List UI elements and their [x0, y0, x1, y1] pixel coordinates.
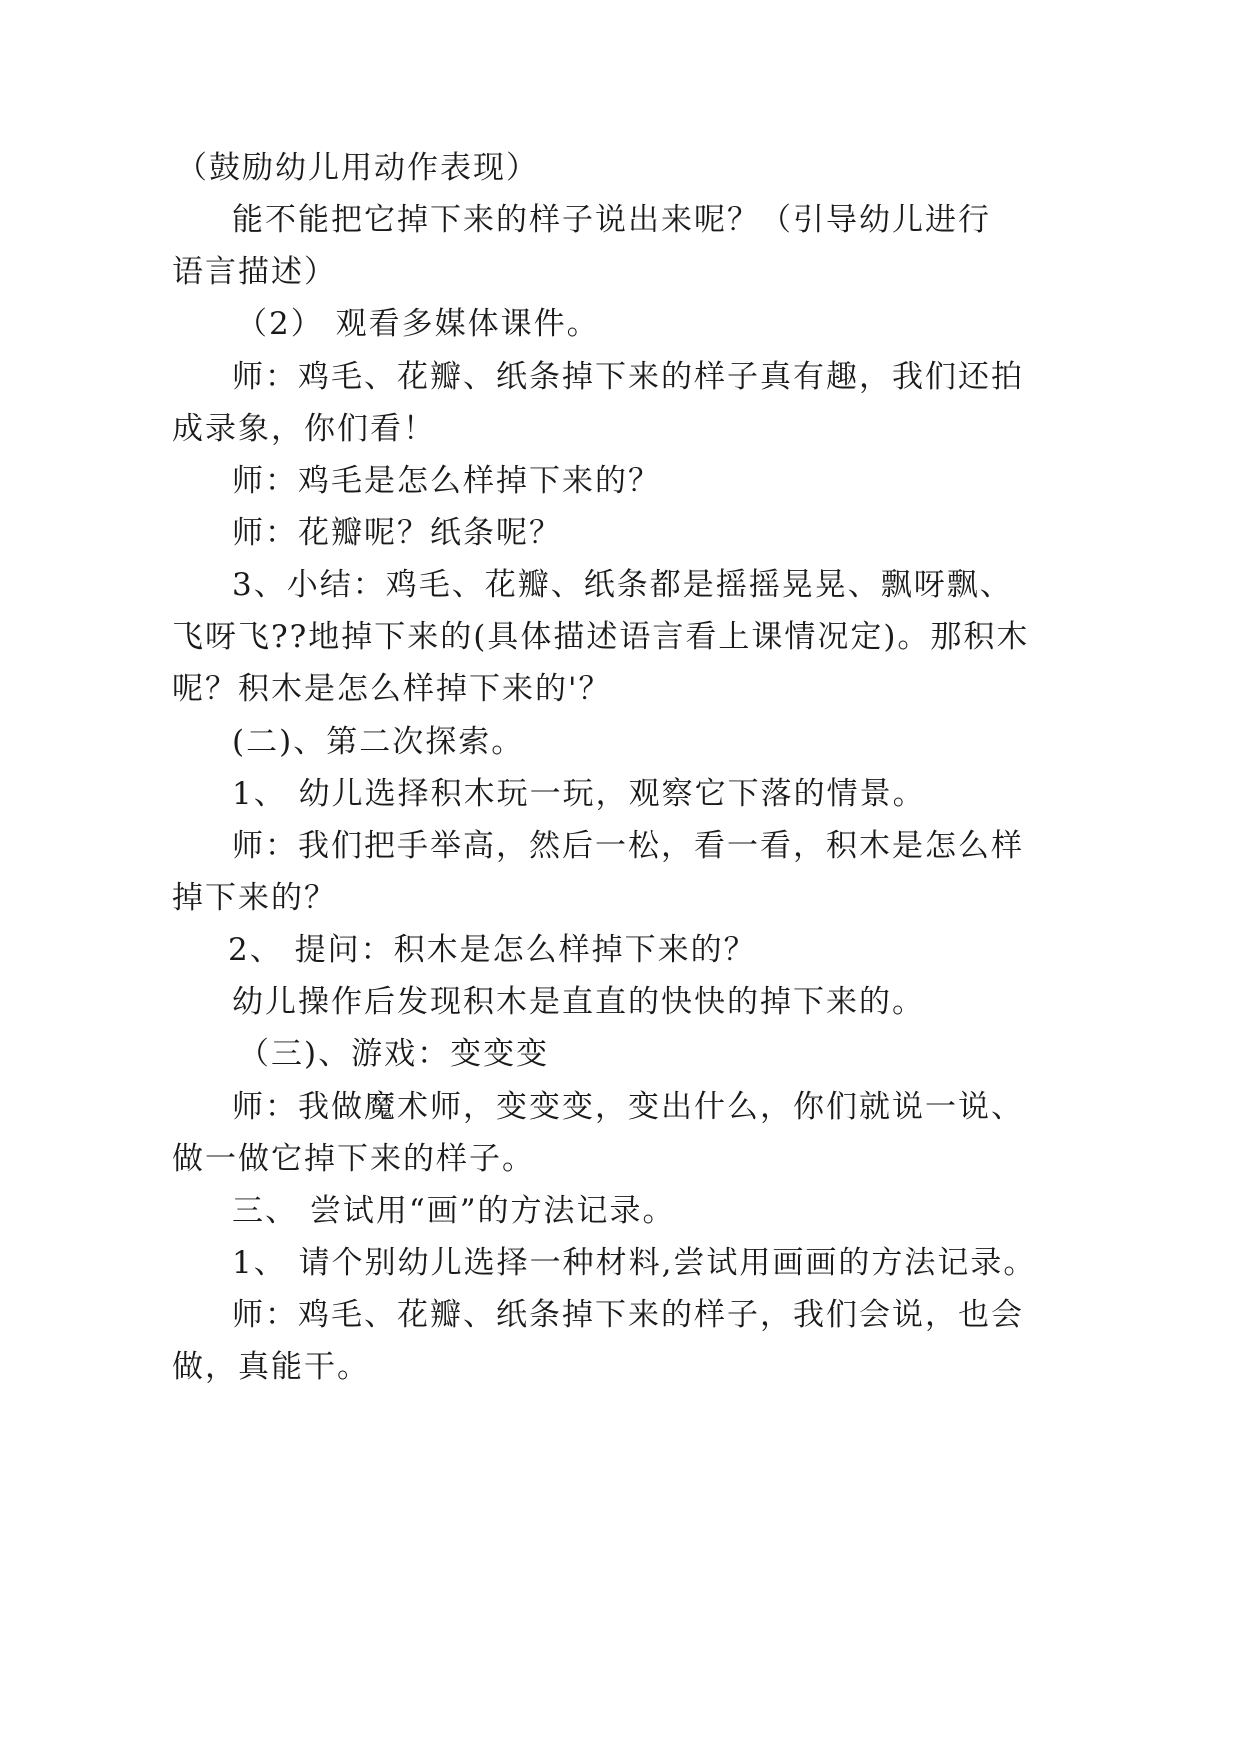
- text-line: 呢？积木是怎么样掉下来的'？: [172, 671, 612, 707]
- text-line: 幼儿操作后发现积木是直直的快快的掉下来的。: [232, 984, 925, 1020]
- text-line: 能不能把它掉下来的样子说出来呢？（引导幼儿进行: [232, 202, 991, 238]
- text-line: 飞呀飞??地掉下来的(具体描述语言看上课情况定)。那积木: [172, 619, 1030, 655]
- text-line: 1、 幼儿选择积木玩一玩，观察它下落的情景。: [232, 776, 926, 812]
- text-line: 3、小结：鸡毛、花瓣、纸条都是摇摇晃晃、飘呀飘、: [232, 567, 1013, 603]
- text-line: 做，真能干。: [172, 1349, 370, 1385]
- text-line: 师：我做魔术师，变变变，变出什么，你们就说一说、: [232, 1089, 1024, 1125]
- text-line: 掉下来的？: [172, 880, 337, 916]
- text-line: 师：鸡毛是怎么样掉下来的？: [232, 463, 661, 499]
- text-line: （2） 观看多媒体课件。: [236, 306, 600, 342]
- text-line: 1、 请个别幼儿选择一种材料,尝试用画画的方法记录。: [232, 1245, 1037, 1281]
- text-line: 三、 尝试用“画”的方法记录。: [232, 1193, 676, 1229]
- text-line: 做一做它掉下来的样子。: [172, 1141, 535, 1177]
- text-line: 2、 提问：积木是怎么样掉下来的？: [228, 932, 757, 968]
- text-line: 语言描述）: [172, 254, 337, 290]
- text-line: 成录象，你们看！: [172, 411, 436, 447]
- text-line: （鼓励幼儿用动作表现）: [176, 150, 539, 186]
- text-line: （三)、游戏：变变变: [238, 1036, 550, 1072]
- text-line: 师：鸡毛、花瓣、纸条掉下来的样子真有趣，我们还拍: [232, 359, 1024, 395]
- text-line: 师：鸡毛、花瓣、纸条掉下来的样子，我们会说，也会: [232, 1297, 1024, 1333]
- text-line: (二)、第二次探索。: [232, 724, 525, 760]
- text-line: 师：花瓣呢？纸条呢？: [232, 515, 562, 551]
- text-line: 师：我们把手举高，然后一松，看一看，积木是怎么样: [232, 828, 1024, 864]
